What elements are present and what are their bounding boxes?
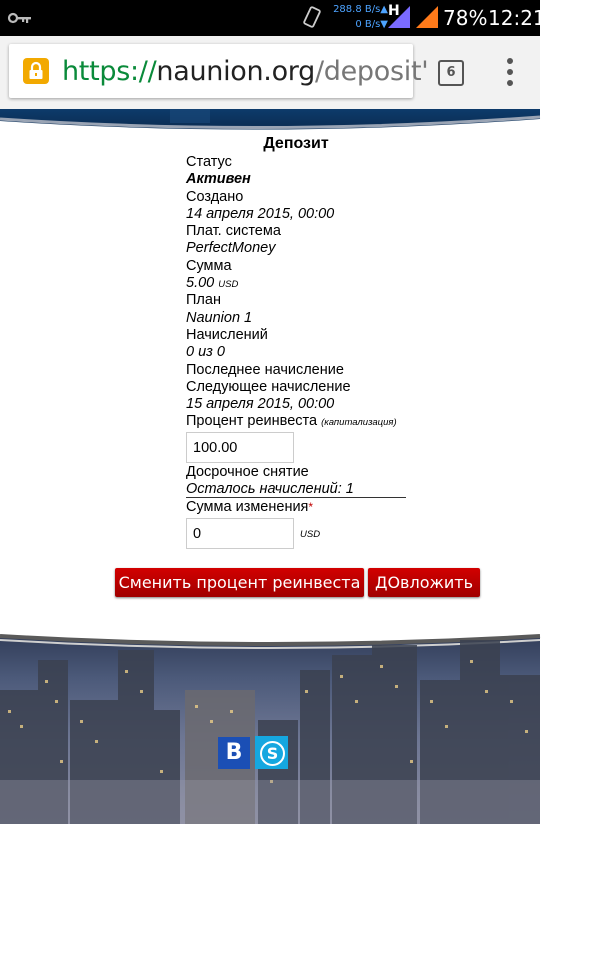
lock-icon[interactable] [23,58,49,84]
overflow-menu-icon[interactable] [500,56,520,88]
battery-level: 78% [443,6,488,30]
site-header-banner [0,109,540,135]
early-withdraw-value: Осталось начислений: 1 [186,481,354,498]
amount-number: 5.00 [186,275,215,292]
change-reinvest-button[interactable]: Сменить процент реинвеста [115,568,364,597]
change-amount-currency: USD [300,529,321,540]
deposit-more-button[interactable]: ДОвложить [368,568,480,597]
key-icon [8,11,32,25]
network-type-label: H [388,3,400,19]
address-bar[interactable] [9,44,429,98]
early-withdraw-underline [186,497,406,498]
deposit-details [186,154,397,431]
payment-system-value: PerfectMoney [186,240,276,257]
vibrate-icon [300,5,324,29]
change-amount-label [186,499,354,516]
change-amount-label-text: Сумма изменения [186,498,309,515]
skype-letter: S [260,741,285,766]
reinvest-percent-input[interactable]: 100.00 [186,432,294,463]
status-value: Активен [186,171,251,188]
created-label: Создано [186,188,244,205]
created-value: 14 апреля 2015, 00:00 [186,205,335,222]
signal-icon-sim2 [416,6,438,28]
tab-switcher-button[interactable]: 6 [438,60,464,86]
url-domain: naunion.org [156,56,315,87]
amount-value [186,275,397,292]
next-accrual-label: Следующее начисление [186,378,351,395]
next-accrual-value: 15 апреля 2015, 00:00 [186,396,335,413]
accruals-value: 0 из 0 [186,344,225,361]
early-withdraw-label: Досрочное снятие [186,464,309,480]
browser-toolbar [0,36,540,109]
vk-icon[interactable]: В [218,737,250,769]
reinvest-hint: (капитализация) [321,417,397,429]
payment-system-label: Плат. система [186,223,281,240]
reinvest-label-text: Процент реинвеста [186,413,318,430]
status-label: Статус [186,154,232,170]
page-title: Депозит [263,135,329,152]
footer-city-banner [0,630,540,824]
url-text[interactable] [62,56,428,87]
plan-value: Naunion 1 [186,309,253,326]
network-speed [326,2,388,32]
last-accrual-label: Последнее начисление [186,361,344,378]
url-path: /deposit' [314,56,429,87]
change-amount-input[interactable]: 0 [186,518,294,549]
amount-label: Сумма [186,257,232,274]
download-speed: 0 B/s▼ [355,19,388,30]
clock: 12:21 [488,6,546,30]
upload-speed: 288.8 B/s▲ [333,4,388,15]
amount-currency: USD [218,279,239,291]
early-withdraw-section [186,464,354,516]
required-mark: * [308,499,314,514]
url-scheme: https:// [62,56,157,87]
accruals-label: Начислений [186,326,268,343]
plan-label: План [186,292,221,309]
reinvest-label [186,413,397,430]
status-bar [0,0,546,36]
skype-icon[interactable] [255,736,288,769]
